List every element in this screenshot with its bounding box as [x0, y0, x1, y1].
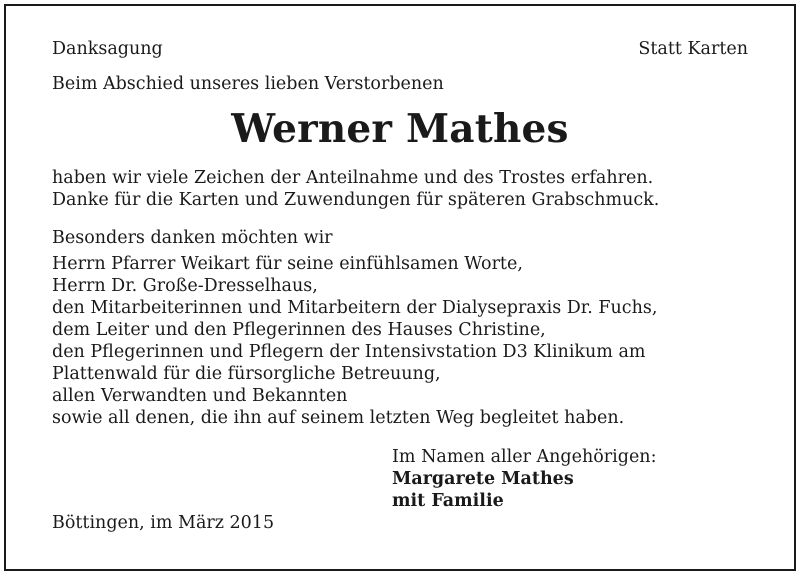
thanks-list-item: den Mitarbeiterinnen und Mitarbeitern der Dialysepraxis Dr. Fuchs,: [52, 298, 658, 318]
thanks-list-item: Herrn Dr. Große-Dresselhaus,: [52, 276, 318, 296]
signature-intro: Im Namen aller Angehörigen:: [392, 447, 657, 467]
paragraph-line: haben wir viele Zeichen der Anteilnahme und des Trostes erfahren.: [52, 168, 654, 188]
thanks-list: [52, 253, 657, 429]
thanks-list-item: allen Verwandten und Bekannten: [52, 386, 348, 406]
place-date: Böttingen, im März 2015: [52, 513, 275, 533]
thanks-list-item: sowie all denen, die ihn auf seinem letzten Weg begleitet haben.: [52, 408, 625, 428]
thanks-paragraph: [52, 167, 659, 211]
intro-text: Beim Abschied unseres lieben Verstorbenen: [52, 74, 444, 94]
signature-family: mit Familie: [392, 491, 504, 511]
special-thanks-line: Besonders danken möchten wir: [52, 228, 333, 248]
thanks-list-item: den Pflegerinnen und Pflegern der Intensivstation D3 Klinikum am: [52, 342, 646, 362]
signature-block: [392, 446, 656, 512]
thanks-list-item: Herrn Pfarrer Weikart für seine einfühlsamen Worte,: [52, 254, 523, 274]
signature-name: Margarete Mathes: [392, 469, 574, 489]
thanks-list-item: dem Leiter und den Pflegerinnen des Hauses Christine,: [52, 320, 546, 340]
notice-subheading: Statt Karten: [638, 39, 748, 59]
notice-heading: Danksagung: [52, 39, 163, 59]
deceased-name: Werner Mathes: [231, 106, 569, 152]
paragraph-line: Danke für die Karten und Zuwendungen für späteren Grabschmuck.: [52, 190, 660, 210]
special-thanks-intro: [52, 227, 333, 249]
thanks-list-item: Plattenwald für die fürsorgliche Betreuung,: [52, 364, 441, 384]
